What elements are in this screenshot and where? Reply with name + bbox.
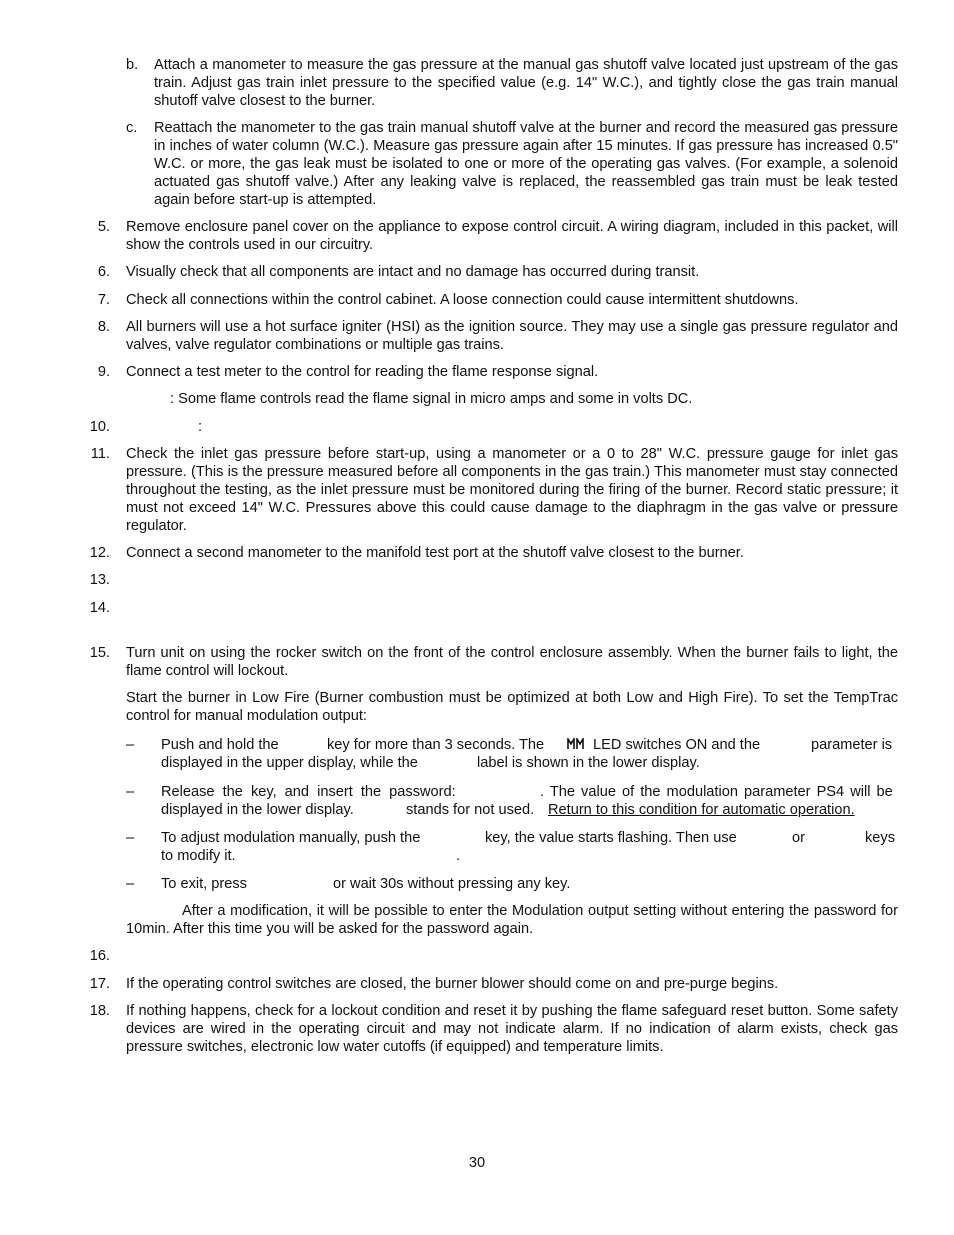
item-label-16: 16. bbox=[89, 948, 110, 964]
item-12-text: Connect a second manometer to the manifold test port at the shutoff valve closest to the burner. bbox=[126, 545, 744, 561]
item-7-text: Check all connections within the control cabinet. A loose connection could cause intermittent shutdowns. bbox=[126, 292, 799, 308]
item-11-text: Check the inlet gas pressure before start-up, using a manometer or a 0 to 28" W.C. pressure gauge for inlet gas pressure. (This is the pressure measured before all components in the gas train.) This manometer must stay connected throughout the testing, as the inlet pressure must be monitored during the firing of the burner. Record static pressure; it must not exceed 14" W.C. Pressures above this could cause damage to the diaphragm in the gas valve or pressure regulator. bbox=[126, 446, 898, 534]
bullet1-part-e: label is shown in the lower display. bbox=[477, 755, 700, 771]
bullet3-part-a: To adjust modulation manually, push the bbox=[161, 830, 421, 846]
item-label-17: 17. bbox=[89, 976, 110, 992]
item-label-5: 5. bbox=[97, 219, 110, 235]
bullet-dash-4: – bbox=[126, 876, 135, 892]
bullet3-part-c: or bbox=[792, 830, 805, 846]
bullet1-part-d2: displayed in the upper display, while the bbox=[161, 755, 418, 771]
item-label-7: 7. bbox=[97, 292, 110, 308]
item-label-8: 8. bbox=[97, 319, 110, 335]
page-number: 30 bbox=[468, 1155, 486, 1171]
modulation-led-icon bbox=[567, 736, 585, 754]
item-label-c: c. bbox=[126, 120, 138, 136]
bullet2-part-b1: . The value of the modulation parameter PS4 will be bbox=[540, 784, 893, 800]
bullet-dash-3: – bbox=[126, 830, 135, 846]
item-8-text: All burners will use a hot surface igniter (HSI) as the ignition source. They may use a single gas pressure regulator and valves, valve regulator combinations or multiple gas trains. bbox=[126, 319, 898, 353]
bullet3-part-b: key, the value starts flashing. Then use bbox=[485, 830, 737, 846]
item-9-text: Connect a test meter to the control for reading the flame response signal. bbox=[126, 364, 599, 380]
item-label-11: 11. bbox=[90, 446, 110, 462]
bullet-dash-1: – bbox=[126, 737, 135, 753]
item-17-text: If the operating control switches are closed, the burner blower should come on and pre-purge begins. bbox=[126, 976, 779, 992]
flame-signal-note: : Some flame controls read the flame signal in micro amps and some in volts DC. bbox=[170, 391, 693, 407]
item-5-text: Remove enclosure panel cover on the appliance to expose control circuit. A wiring diagram, included in this packet, will show the controls used in our circuitry. bbox=[126, 219, 898, 253]
item-label-9: 9. bbox=[97, 364, 110, 380]
bullet1-part-d1: parameter is bbox=[811, 737, 893, 753]
item-6-text: Visually check that all components are intact and no damage has occurred during transit. bbox=[126, 264, 700, 280]
bullet1-part-c: LED switches ON and the bbox=[593, 737, 761, 753]
item-label-12: 12. bbox=[89, 545, 110, 561]
bullet4-part-b: or wait 30s without pressing any key. bbox=[333, 876, 571, 892]
item-label-10: 10. bbox=[89, 419, 110, 435]
bullet3-part-e: to modify it. bbox=[161, 848, 236, 864]
bullet2-part-b2: displayed in the lower display. bbox=[161, 802, 354, 818]
item-label-13: 13. bbox=[89, 572, 110, 588]
item-10-text: : bbox=[198, 419, 203, 435]
item-b-text: Attach a manometer to measure the gas pressure at the manual gas shutoff valve located just upstream of the gas train. Adjust gas train inlet pressure to the specified value (e.g. 14" W.C.), and tightly close the gas train manual shutoff valve closest to the burner. bbox=[154, 57, 898, 109]
bullet4-part-a: To exit, press bbox=[161, 876, 247, 892]
bullet3-part-d: keys bbox=[865, 830, 896, 846]
item-label-b: b. bbox=[126, 57, 139, 73]
modification-note: After a modification, it will be possible to enter the Modulation output setting without entering the password for 10min. After this time you will be asked for the password again. bbox=[126, 903, 898, 937]
bullet-dash-2: – bbox=[126, 784, 135, 800]
bullet2-part-a: Release the key, and insert the password: bbox=[161, 784, 456, 800]
bullet2-part-d: Return to this condition for automatic operation. bbox=[548, 802, 855, 818]
item-label-18: 18. bbox=[89, 1003, 110, 1019]
item-18-text: If nothing happens, check for a lockout condition and reset it by pushing the flame safeguard reset button. Some safety devices are wired in the operating circuit and may not indicate alarm. If no indication of alarm exists, check gas pressure switches, electronic low water cutoffs (if equipped) and temperature limits. bbox=[126, 1003, 898, 1055]
item-15-text: Turn unit on using the rocker switch on the front of the control enclosure assembly. When the burner fails to light, the flame control will lockout. bbox=[126, 645, 898, 679]
item-label-15: 15. bbox=[89, 645, 110, 661]
item-c-text: Reattach the manometer to the gas train manual shutoff valve at the burner and record the measured gas pressure in inches of water column (W.C.). Measure gas pressure again after 15 minutes. If gas pressure has increased 0.5" W.C. or more, the gas leak must be isolated to one or more of the operating gas valves. (For example, a solenoid actuated gas shutoff valve.) After any leaking valve is replaced, the reassembled gas train must be leak tested again before start-up is attempted. bbox=[154, 120, 898, 208]
bullet2-part-c: stands for not used. bbox=[406, 802, 535, 818]
item-label-6: 6. bbox=[97, 264, 110, 280]
bullet1-part-a: Push and hold the bbox=[161, 737, 279, 753]
bullet3-part-f: . bbox=[456, 848, 461, 864]
item-label-14: 14. bbox=[89, 600, 110, 616]
bullet1-part-b: key for more than 3 seconds. The bbox=[327, 737, 545, 753]
low-fire-paragraph: Start the burner in Low Fire (Burner combustion must be optimized at both Low and High Fire). To set the TempTrac control for manual modulation output: bbox=[126, 690, 898, 724]
